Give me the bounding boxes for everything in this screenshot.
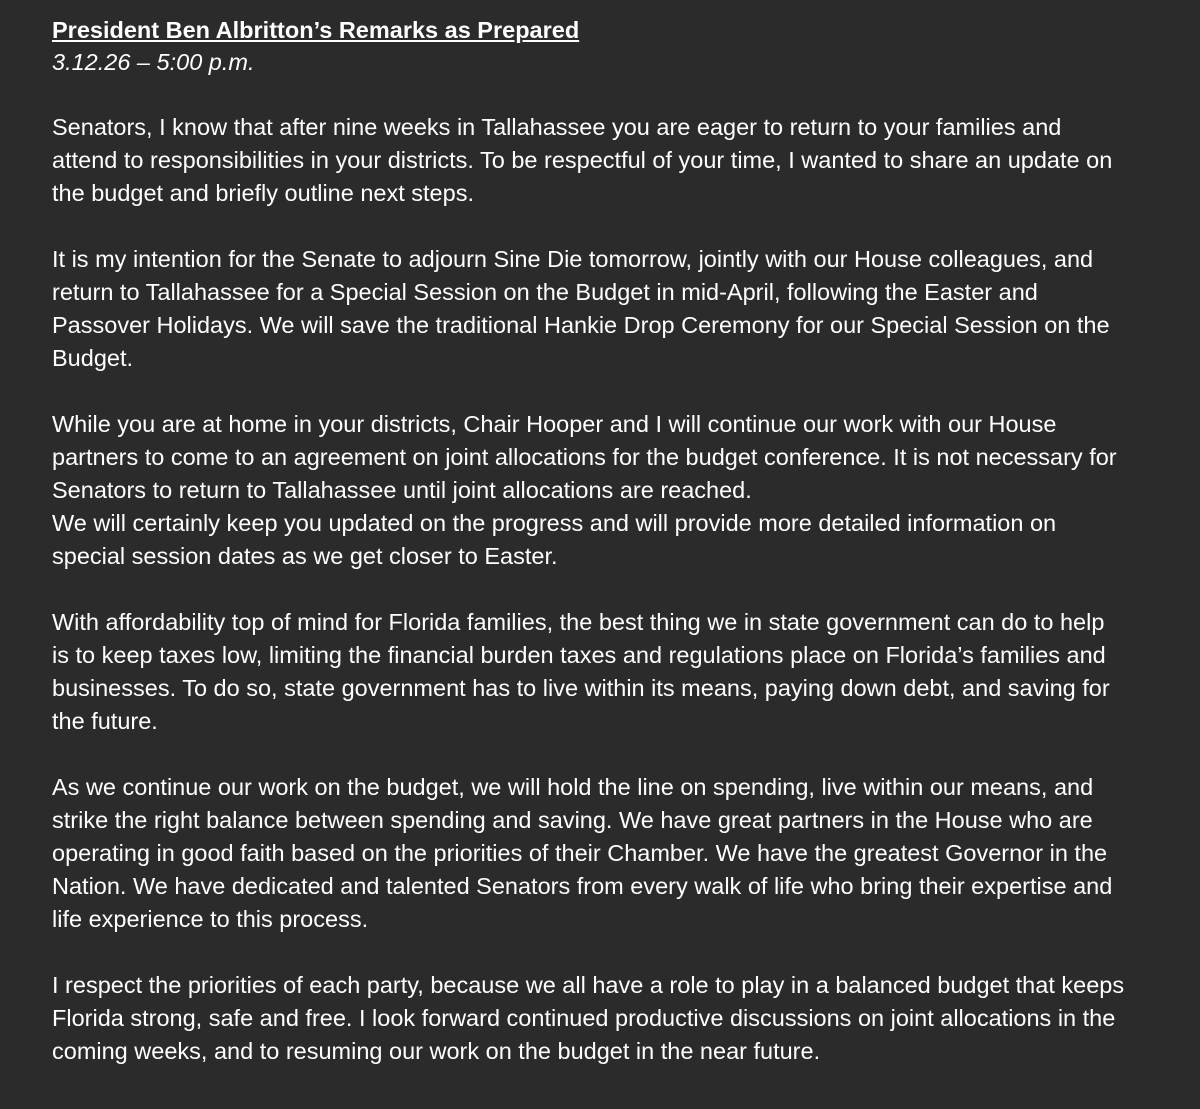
paragraph-6: [52, 771, 1182, 936]
paragraph-line: the budget and briefly outline next steps.: [52, 180, 474, 206]
paragraph-line: Passover Holidays. We will save the traditional Hankie Drop Ceremony for our Special Session on the: [52, 312, 1110, 338]
paragraph-line: strike the right balance between spending and saving. We have great partners in the House who are: [52, 807, 1093, 833]
paragraph-line: the future.: [52, 708, 158, 734]
document-title: President Ben Albritton’s Remarks as Prepared: [52, 17, 580, 43]
paragraph-line: businesses. To do so, state government has to live within its means, paying down debt, and saving for: [52, 675, 1110, 701]
paragraph-line: Senators to return to Tallahassee until joint allocations are reached.: [52, 477, 752, 503]
paragraph-line: As we continue our work on the budget, we will hold the line on spending, live within our means, and: [52, 774, 1094, 800]
paragraph-line: We will certainly keep you updated on the progress and will provide more detailed information on: [52, 510, 1057, 536]
paragraph-line: special session dates as we get closer to Easter.: [52, 543, 558, 569]
paragraph-line: With affordability top of mind for Florida families, the best thing we in state government can do to help: [52, 609, 1105, 635]
remarks-document: [52, 14, 1182, 1101]
paragraph-line: life experience to this process.: [52, 906, 369, 932]
paragraph-line: partners to come to an agreement on joint allocations for the budget conference. It is not necessary for: [52, 444, 1117, 470]
paragraph-line: Nation. We have dedicated and talented Senators from every walk of life who bring their expertise and: [52, 873, 1113, 899]
paragraph-line: Florida strong, safe and free. I look forward continued productive discussions on joint allocations in the: [52, 1005, 1116, 1031]
paragraph-2: [52, 243, 1182, 375]
paragraph-line: operating in good faith based on the priorities of their Chamber. We have the greatest Governor in the: [52, 840, 1108, 866]
document-dateline: 3.12.26 – 5:00 p.m.: [52, 49, 255, 75]
paragraph-line: is to keep taxes low, limiting the financial burden taxes and regulations place on Florida’s families and: [52, 642, 1106, 668]
paragraph-4: [52, 507, 1182, 573]
paragraph-line: Senators, I know that after nine weeks in Tallahassee you are eager to return to your families and: [52, 114, 1062, 140]
paragraph-5: [52, 606, 1182, 738]
paragraph-7: [52, 969, 1182, 1068]
paragraph-line: While you are at home in your districts, Chair Hooper and I will continue our work with our House: [52, 411, 1057, 437]
paragraph-line: coming weeks, and to resuming our work on the budget in the near future.: [52, 1038, 821, 1064]
paragraph-1: [52, 111, 1182, 210]
paragraph-line: return to Tallahassee for a Special Session on the Budget in mid-April, following the Easter and: [52, 279, 1038, 305]
paragraph-line: I respect the priorities of each party, because we all have a role to play in a balanced budget that keeps: [52, 972, 1125, 998]
paragraph-3: [52, 408, 1182, 507]
paragraph-line: It is my intention for the Senate to adjourn Sine Die tomorrow, jointly with our House colleagues, and: [52, 246, 1094, 272]
paragraph-line: attend to responsibilities in your districts. To be respectful of your time, I wanted to share an update on: [52, 147, 1113, 173]
paragraph-line: Budget.: [52, 345, 134, 371]
